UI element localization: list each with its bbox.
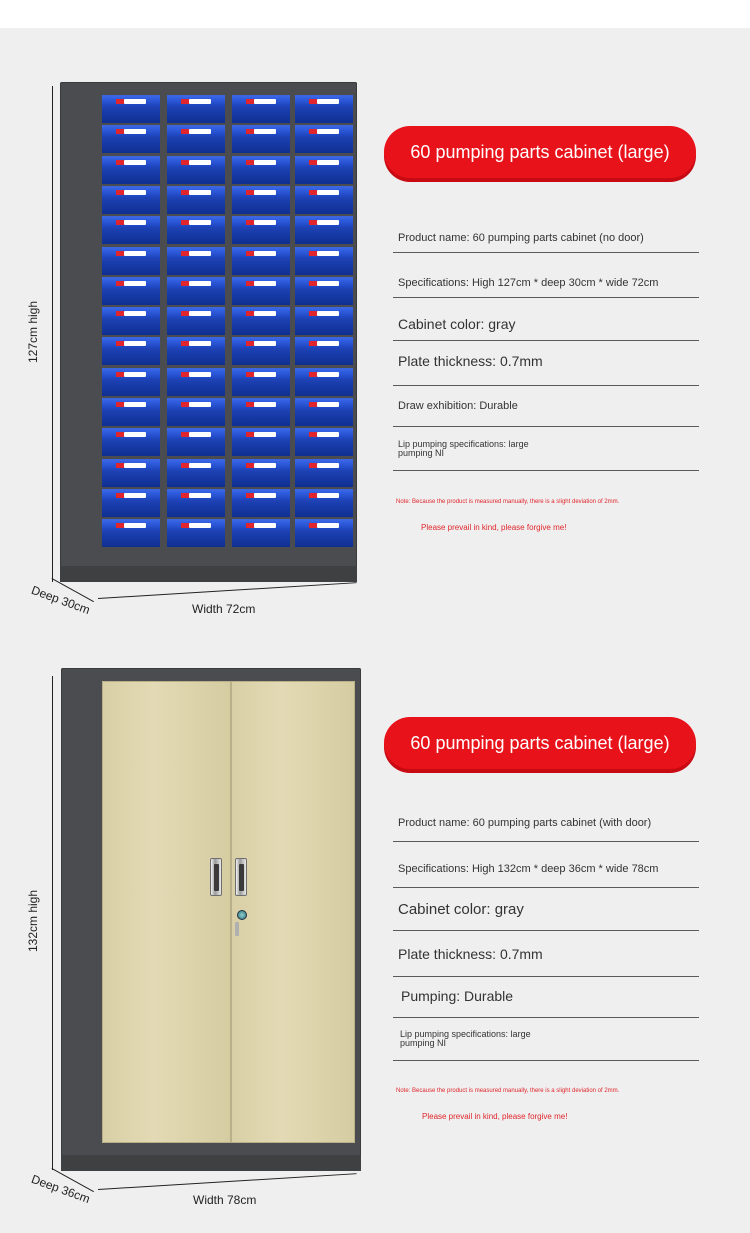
- drawer: [295, 247, 353, 275]
- drawer: [295, 216, 353, 244]
- drawer: [295, 519, 353, 547]
- drawer-label: [124, 311, 146, 316]
- spec-pumping-text: Pumping: Durable: [401, 988, 514, 1004]
- drawer: [167, 277, 225, 305]
- drawer-label-red: [309, 463, 317, 468]
- drawer: [232, 156, 290, 184]
- drawer-label-red: [181, 160, 189, 165]
- product-section-with-door: [0, 638, 750, 1233]
- drawer-label: [317, 160, 339, 165]
- drawer: [232, 216, 290, 244]
- product-section-no-door: [0, 28, 750, 638]
- drawer: [102, 186, 160, 214]
- drawer-label: [189, 251, 211, 256]
- drawer-label: [124, 251, 146, 256]
- drawer: [102, 307, 160, 335]
- spec-product-name: [393, 808, 699, 842]
- drawer-label: [189, 220, 211, 225]
- drawer-label: [317, 129, 339, 134]
- drawer-label-red: [246, 432, 254, 437]
- drawer: [232, 307, 290, 335]
- drawer-label-red: [116, 160, 124, 165]
- drawer-label: [124, 523, 146, 528]
- drawer-label: [254, 463, 276, 468]
- spec-lip-pumping-text: Lip pumping specifications: large: [400, 1029, 531, 1039]
- drawer-label: [254, 99, 276, 104]
- width-dimension-line: [98, 1173, 357, 1190]
- key-icon: [235, 922, 239, 936]
- drawer-label: [317, 372, 339, 377]
- drawer: [232, 459, 290, 487]
- spec-plate-thickness-text: Plate thickness: 0.7mm: [398, 353, 543, 369]
- drawer-label: [189, 341, 211, 346]
- drawer-label-red: [181, 432, 189, 437]
- drawer-label-red: [181, 493, 189, 498]
- drawer-label: [124, 463, 146, 468]
- drawer-label-red: [246, 402, 254, 407]
- drawer-label-red: [246, 341, 254, 346]
- drawer-label: [254, 281, 276, 286]
- drawer-label: [124, 220, 146, 225]
- drawer: [102, 428, 160, 456]
- drawer: [167, 95, 225, 123]
- measurement-note: Note: Because the product is measured manually, there is a slight deviation of 2mm.: [396, 499, 620, 505]
- drawer: [167, 368, 225, 396]
- drawer-label: [189, 281, 211, 286]
- height-dimension-label: 127cm high: [26, 300, 40, 364]
- drawer: [232, 337, 290, 365]
- measurement-note: Note: Because the product is measured manually, there is a slight deviation of 2mm.: [396, 1088, 620, 1094]
- drawer-label-red: [181, 341, 189, 346]
- width-dimension-label: Width 72cm: [192, 602, 256, 616]
- drawer-label-red: [181, 523, 189, 528]
- depth-dimension-label: Deep 30cm: [29, 582, 92, 618]
- drawer: [295, 277, 353, 305]
- drawer-label-red: [116, 251, 124, 256]
- drawer-label: [189, 372, 211, 377]
- drawer-label: [254, 432, 276, 437]
- drawer: [232, 428, 290, 456]
- drawer: [232, 186, 290, 214]
- drawer-label: [254, 402, 276, 407]
- drawer-label-red: [246, 220, 254, 225]
- drawer-label-red: [309, 281, 317, 286]
- spec-product-name-text: Product name: 60 pumping parts cabinet (no door): [398, 232, 644, 244]
- drawer-label: [124, 493, 146, 498]
- drawer-label-red: [246, 372, 254, 377]
- drawer-label-red: [309, 129, 317, 134]
- drawer-label-red: [309, 160, 317, 165]
- drawer-label: [124, 99, 146, 104]
- drawer-cabinet-image: [60, 82, 357, 582]
- drawer-label: [254, 160, 276, 165]
- spec-lip-pumping-text-2: pumping NI: [400, 1038, 447, 1048]
- drawer-label: [189, 129, 211, 134]
- drawer: [295, 125, 353, 153]
- product-title-badge: 60 pumping parts cabinet (large): [384, 126, 696, 178]
- drawer-label-red: [246, 463, 254, 468]
- drawer: [167, 398, 225, 426]
- drawer-label: [189, 523, 211, 528]
- drawer: [167, 489, 225, 517]
- drawer-label-red: [309, 251, 317, 256]
- depth-dimension-label: Deep 36cm: [29, 1171, 92, 1207]
- drawer-label: [254, 523, 276, 528]
- drawer-label-red: [309, 311, 317, 316]
- drawer-label-red: [181, 281, 189, 286]
- drawer-label-red: [246, 190, 254, 195]
- drawer-label: [189, 463, 211, 468]
- drawer-label: [124, 281, 146, 286]
- drawer-label-red: [181, 99, 189, 104]
- drawer: [232, 95, 290, 123]
- drawer-label-red: [116, 341, 124, 346]
- drawer-label: [317, 493, 339, 498]
- drawer-label: [189, 99, 211, 104]
- right-handle: [235, 858, 247, 896]
- drawer-label: [124, 190, 146, 195]
- drawer-label: [189, 402, 211, 407]
- drawer-label-red: [116, 432, 124, 437]
- drawer-label-red: [309, 432, 317, 437]
- spec-specifications-text: Specifications: High 132cm * deep 36cm * wide 78cm: [398, 863, 659, 875]
- spec-lip-pumping-text-2: pumping NI: [398, 448, 445, 458]
- drawer: [167, 459, 225, 487]
- drawer: [102, 216, 160, 244]
- drawer-label: [189, 190, 211, 195]
- drawer: [102, 247, 160, 275]
- drawer-label-red: [309, 341, 317, 346]
- spec-product-name-text: Product name: 60 pumping parts cabinet (with door): [398, 817, 652, 829]
- spec-specifications: [393, 842, 699, 888]
- drawer: [167, 519, 225, 547]
- drawer-label-red: [246, 160, 254, 165]
- drawer-label-red: [116, 129, 124, 134]
- drawer-label-red: [116, 372, 124, 377]
- drawer-label-red: [181, 372, 189, 377]
- drawer: [167, 428, 225, 456]
- spec-draw-exhibition: [393, 386, 699, 427]
- drawer: [232, 125, 290, 153]
- spec-cabinet-color-text: Cabinet color: gray: [398, 901, 524, 918]
- drawer-label-red: [309, 523, 317, 528]
- drawer-label: [124, 129, 146, 134]
- drawer-label-red: [246, 99, 254, 104]
- left-door: [102, 681, 231, 1143]
- drawer-label-red: [116, 220, 124, 225]
- drawer: [295, 428, 353, 456]
- drawer-label: [317, 523, 339, 528]
- drawer-label-red: [181, 311, 189, 316]
- drawer: [295, 398, 353, 426]
- left-handle: [210, 858, 222, 896]
- drawer: [232, 489, 290, 517]
- drawer-label-red: [116, 99, 124, 104]
- drawer-label: [254, 341, 276, 346]
- drawer-label-red: [246, 493, 254, 498]
- cabinet-base: [60, 566, 357, 582]
- drawer: [232, 247, 290, 275]
- drawer-label: [317, 251, 339, 256]
- drawer: [102, 489, 160, 517]
- drawer-label: [317, 463, 339, 468]
- height-dimension-line: [52, 86, 53, 582]
- drawer-label: [189, 311, 211, 316]
- spec-lip-pumping: [393, 1018, 699, 1061]
- drawer: [167, 125, 225, 153]
- drawer: [102, 398, 160, 426]
- drawer-label-red: [246, 129, 254, 134]
- drawer-label: [317, 99, 339, 104]
- width-dimension-label: Width 78cm: [193, 1193, 257, 1207]
- spec-plate-thickness: [393, 931, 699, 977]
- drawer: [167, 186, 225, 214]
- product-title-badge: 60 pumping parts cabinet (large): [384, 717, 696, 769]
- drawer-label-red: [246, 311, 254, 316]
- drawer: [102, 156, 160, 184]
- drawer-label: [189, 432, 211, 437]
- drawer-label: [124, 372, 146, 377]
- drawer-label-red: [116, 281, 124, 286]
- spec-plate-thickness: [393, 341, 699, 386]
- drawer-label: [317, 311, 339, 316]
- spec-cabinet-color-text: Cabinet color: gray: [398, 316, 516, 332]
- forgive-note: Please prevail in kind, please forgive me!: [421, 523, 567, 532]
- drawer: [167, 156, 225, 184]
- drawer: [232, 398, 290, 426]
- drawer-label-red: [246, 251, 254, 256]
- spec-lip-pumping: [393, 427, 699, 471]
- drawer-label-red: [309, 99, 317, 104]
- drawer-label-red: [116, 402, 124, 407]
- drawer: [232, 277, 290, 305]
- spec-lip-pumping-text: Lip pumping specifications: large: [398, 439, 529, 449]
- drawer-label-red: [116, 190, 124, 195]
- spec-specifications: [393, 253, 699, 298]
- drawer-label-red: [181, 251, 189, 256]
- drawer: [102, 277, 160, 305]
- drawer-label: [124, 432, 146, 437]
- drawer-label: [254, 372, 276, 377]
- drawer-label: [317, 341, 339, 346]
- drawer-label: [317, 190, 339, 195]
- drawer-label: [254, 220, 276, 225]
- drawer: [295, 95, 353, 123]
- drawer: [295, 489, 353, 517]
- drawer: [295, 307, 353, 335]
- drawer: [232, 519, 290, 547]
- drawer-label-red: [309, 220, 317, 225]
- drawer: [167, 247, 225, 275]
- drawer-label: [124, 402, 146, 407]
- drawer: [295, 186, 353, 214]
- drawer: [167, 337, 225, 365]
- lock-icon: [237, 910, 247, 920]
- drawer-label: [317, 402, 339, 407]
- door-cabinet-image: [61, 668, 361, 1171]
- drawer: [295, 368, 353, 396]
- drawer-label: [189, 493, 211, 498]
- drawer-label: [254, 129, 276, 134]
- drawer-label-red: [181, 190, 189, 195]
- drawer-label-red: [246, 523, 254, 528]
- drawer-label-red: [309, 402, 317, 407]
- drawer: [102, 368, 160, 396]
- spec-draw-exhibition-text: Draw exhibition: Durable: [398, 400, 518, 412]
- spec-specifications-text: Specifications: High 127cm * deep 30cm * wide 72cm: [398, 277, 659, 289]
- drawer-label: [254, 311, 276, 316]
- height-dimension-line: [52, 676, 53, 1170]
- drawer-label: [254, 190, 276, 195]
- cabinet-base: [61, 1155, 361, 1171]
- forgive-note: Please prevail in kind, please forgive me!: [422, 1112, 568, 1121]
- drawer-label: [124, 160, 146, 165]
- drawer: [102, 125, 160, 153]
- drawer-label-red: [116, 463, 124, 468]
- drawer: [102, 95, 160, 123]
- spec-pumping: [393, 977, 699, 1018]
- drawer-label: [317, 432, 339, 437]
- spec-cabinet-color: [393, 888, 699, 931]
- drawer-label-red: [309, 372, 317, 377]
- drawer-label-red: [116, 493, 124, 498]
- drawer: [167, 307, 225, 335]
- drawer: [232, 368, 290, 396]
- drawer-label: [124, 341, 146, 346]
- drawer-label-red: [181, 129, 189, 134]
- drawer: [102, 337, 160, 365]
- drawer-label-red: [246, 281, 254, 286]
- drawer-label-red: [181, 463, 189, 468]
- drawer-label-red: [309, 493, 317, 498]
- spec-product-name: [393, 223, 699, 253]
- spec-plate-thickness-text: Plate thickness: 0.7mm: [398, 946, 543, 962]
- drawer-label: [317, 281, 339, 286]
- drawer-label: [254, 251, 276, 256]
- drawer-label-red: [181, 220, 189, 225]
- drawer: [295, 337, 353, 365]
- height-dimension-label: 132cm high: [26, 889, 40, 953]
- top-white-band: [0, 0, 750, 28]
- drawer-label-red: [116, 523, 124, 528]
- spec-cabinet-color: [393, 298, 699, 341]
- drawer: [295, 156, 353, 184]
- drawer-label-red: [181, 402, 189, 407]
- drawer: [295, 459, 353, 487]
- drawer: [167, 216, 225, 244]
- right-door: [231, 681, 355, 1143]
- drawer-label: [317, 220, 339, 225]
- drawer-label: [189, 160, 211, 165]
- drawer-label-red: [116, 311, 124, 316]
- width-dimension-line: [98, 582, 357, 599]
- drawer-label-red: [309, 190, 317, 195]
- drawer-label: [254, 493, 276, 498]
- drawer: [102, 459, 160, 487]
- drawer: [102, 519, 160, 547]
